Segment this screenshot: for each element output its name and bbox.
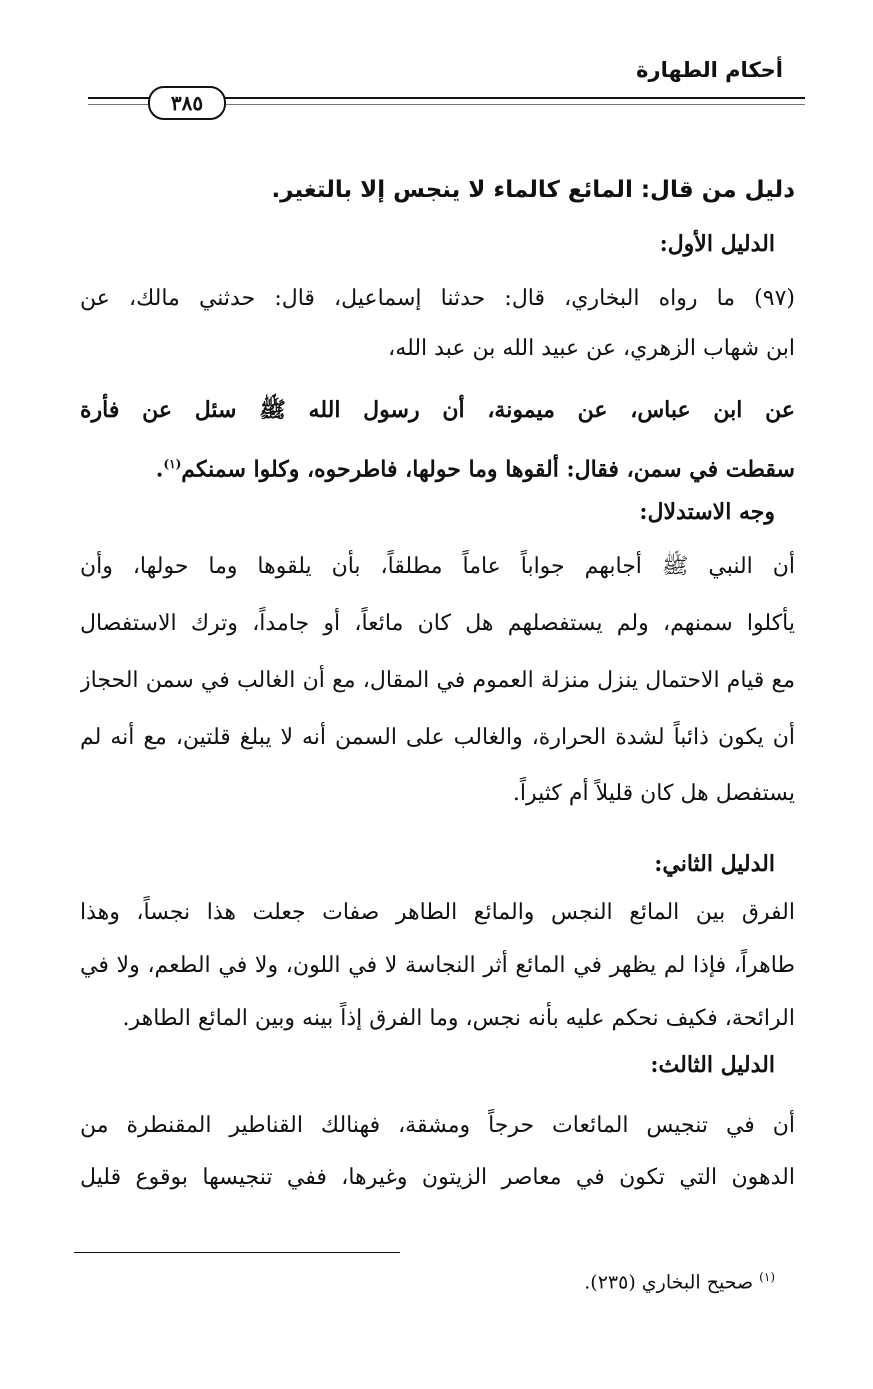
hadith-text-line: عن ابن عباس، عن ميمونة، أن رسول الله ﷺ سئل عن فأرة	[80, 397, 795, 423]
section-heading: دليل من قال: المائع كالماء لا ينجس إلا بالتغير.	[271, 177, 795, 203]
evidence-three-line: الدهون التي تكون في معاصر الزيتون وغيرها، ففي تنجيسها بوقوع قليل	[80, 1165, 795, 1190]
inference-line: أن يكون ذائباً لشدة الحرارة، والغالب على السمن أنه لا يبلغ قلتين، مع أنه لم	[80, 725, 795, 750]
page-number: ٣٨٥	[148, 86, 226, 120]
inference-line: يستفصل هل كان قليلاً أم كثيراً.	[512, 781, 795, 806]
footnote-rule	[74, 1252, 400, 1253]
evidence-three-line: أن في تنجيس المائعات حرجاً ومشقة، فهنالك القناطير المقنطرة من	[80, 1113, 795, 1138]
footnote-text: صحيح البخاري (٢٣٥).	[584, 1271, 754, 1294]
running-title: أحكام الطهارة	[636, 58, 783, 82]
hadith-chain-line: ابن شهاب الزهري، عن عبيد الله بن عبد الله،	[388, 336, 795, 361]
hadith-text-line: سقطت في سمن، فقال: ألقوها وما حولها، فاطرحوه، وكلوا سمنكم	[181, 456, 795, 483]
evidence-two-line: الرائحة، فكيف نحكم عليه بأنه نجس، وما الفرق إذاً بينه وبين المائع الطاهر.	[122, 1006, 795, 1031]
evidence-two-line: طاهراً، فإذا لم يظهر في المائع أثر النجاسة لا في اللون، ولا في الطعم، ولا في	[80, 953, 795, 978]
footnote-marker: (١)	[759, 1270, 775, 1284]
inference-line: يأكلوا سمنهم، ولم يستفصلهم هل كان مائعاً، أو جامداً، وترك الاستفصال	[80, 611, 795, 636]
evidence-one-title: الدليل الأول:	[659, 231, 775, 257]
inference-line: مع قيام الاحتمال ينزل منزلة العموم في المقال، مع أن الغالب في سمن الحجاز	[80, 668, 795, 693]
inference-line: أن النبي ﷺ أجابهم جواباً عاماً مطلقاً، بأن يلقوها وما حولها، وأن	[80, 554, 795, 579]
evidence-three-title: الدليل الثالث:	[650, 1052, 775, 1078]
evidence-two-line: الفرق بين المائع النجس والمائع الطاهر صفات جعلت هذا نجساً، وهذا	[80, 900, 795, 925]
footnote	[584, 1270, 775, 1293]
evidence-two-title: الدليل الثاني:	[654, 851, 775, 877]
main-text	[80, 170, 795, 1212]
hadith-text-line-with-ref: سقطت في سمن، فقال: ألقوها وما حولها، فاطرحوه، وكلوا سمنكم$^{(١)}$.	[155, 456, 795, 483]
footnote-ref-marker: (١)	[163, 457, 182, 471]
hadith-chain-line: (٩٧) ما رواه البخاري، قال: حدثنا إسماعيل، قال: حدثني مالك، عن	[80, 286, 795, 311]
inference-title: وجه الاستدلال:	[639, 499, 775, 525]
